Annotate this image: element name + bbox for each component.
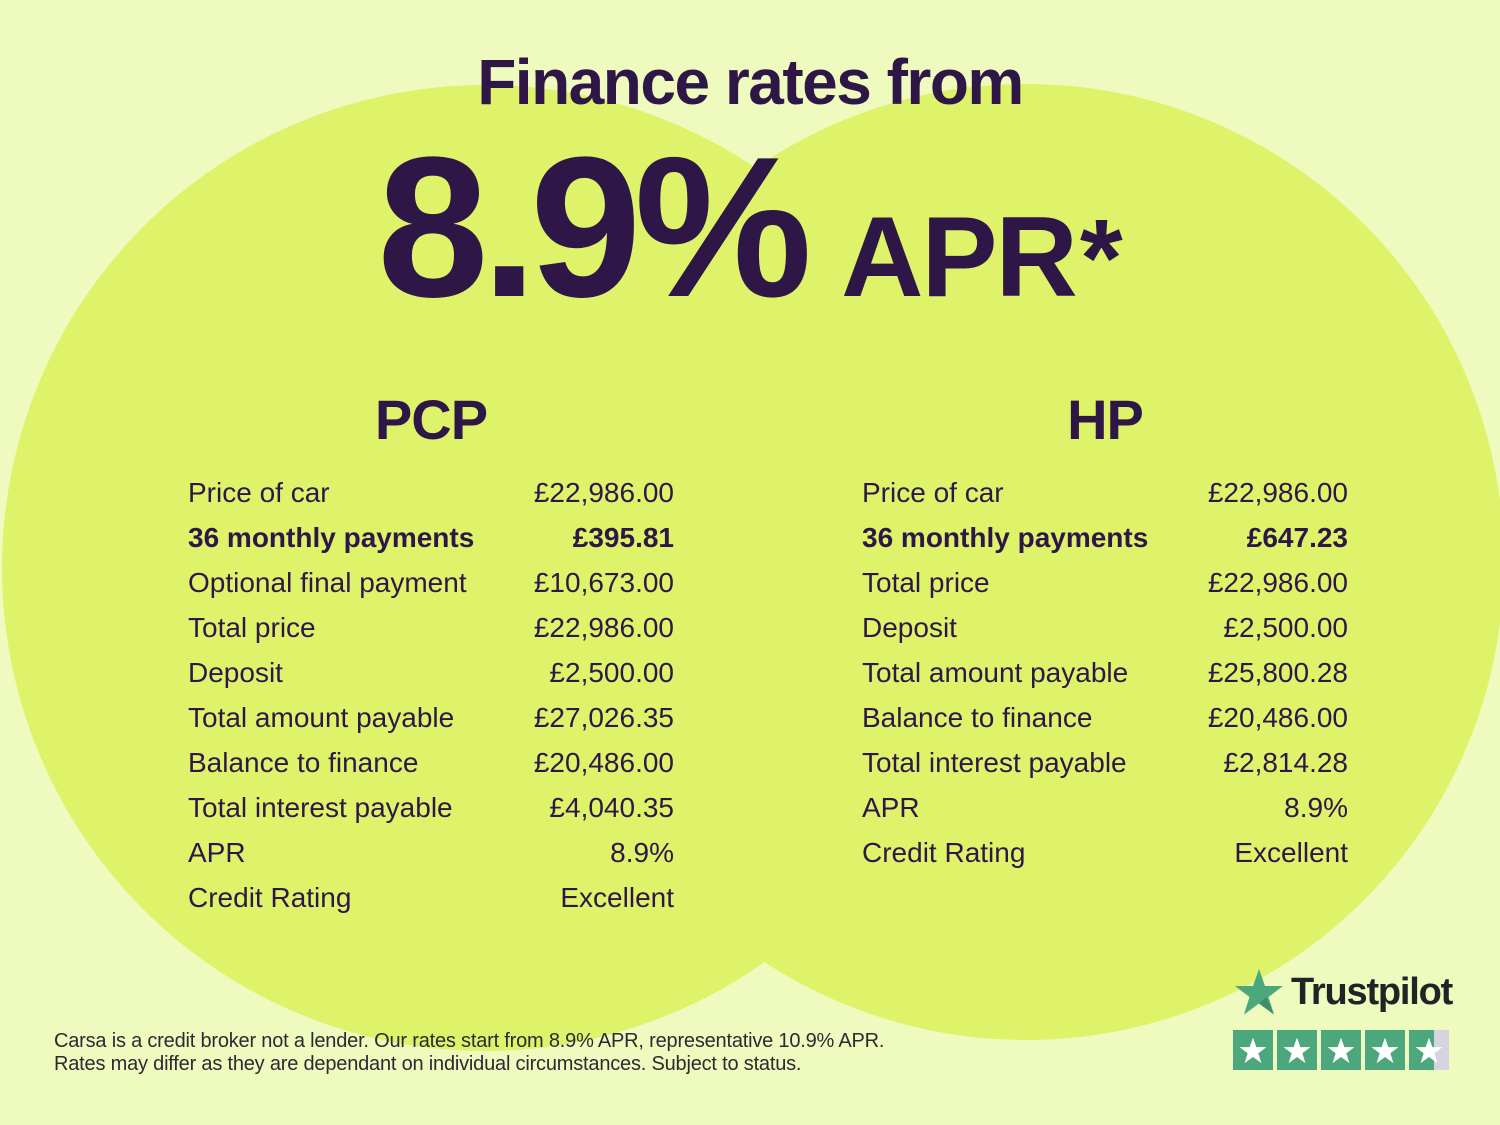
trustpilot-wordmark: Trustpilot xyxy=(1291,970,1453,1013)
pcp-table xyxy=(188,388,674,920)
table-row xyxy=(862,695,1348,740)
rate-unit: APR xyxy=(841,194,1076,321)
table-row xyxy=(188,875,674,920)
row-label: APR xyxy=(188,836,246,868)
hp-rows xyxy=(862,470,1348,875)
rate-footnote-marker: * xyxy=(1079,197,1123,320)
pcp-rows xyxy=(188,470,674,920)
disclaimer-line-1: Carsa is a credit broker not a lender. Our rates start from 8.9% APR, representative 10.9% APR. xyxy=(54,1030,885,1052)
row-value: £2,500.00 xyxy=(549,656,674,688)
star-icon xyxy=(1371,1037,1399,1064)
disclaimer xyxy=(54,1030,884,1076)
row-label: Credit Rating xyxy=(188,881,352,913)
row-value: Excellent xyxy=(1234,836,1348,868)
row-value: 8.9% xyxy=(610,836,674,868)
row-value: £22,986.00 xyxy=(533,476,674,508)
table-row xyxy=(862,470,1348,515)
row-value: £25,800.28 xyxy=(1207,656,1348,688)
row-label: Total amount payable xyxy=(188,701,455,733)
row-value: Excellent xyxy=(560,881,674,913)
star-icon xyxy=(1283,1037,1311,1064)
table-row xyxy=(188,785,674,830)
row-value: £22,986.00 xyxy=(533,611,674,643)
row-value: £2,814.28 xyxy=(1223,746,1348,778)
row-label: Deposit xyxy=(862,611,957,643)
trustpilot-logo xyxy=(1234,968,1452,1016)
row-label: Balance to finance xyxy=(188,746,419,778)
rating-star-box xyxy=(1277,1030,1317,1070)
table-row xyxy=(188,470,674,515)
row-value: £4,040.35 xyxy=(549,791,674,823)
row-label: Total price xyxy=(862,566,990,598)
rating-star-box xyxy=(1321,1030,1361,1070)
row-label: 36 monthly payments xyxy=(862,521,1149,553)
table-row xyxy=(862,515,1348,560)
headline-rate xyxy=(0,116,1500,339)
hp-table xyxy=(862,388,1348,875)
row-label: APR xyxy=(862,791,920,823)
table-row xyxy=(862,650,1348,695)
row-label: Price of car xyxy=(188,476,330,508)
row-value: £20,486.00 xyxy=(1207,701,1348,733)
star-icon xyxy=(1415,1037,1443,1064)
table-row xyxy=(188,695,674,740)
row-label: Total interest payable xyxy=(862,746,1127,778)
row-label: 36 monthly payments xyxy=(188,521,475,553)
table-row xyxy=(188,515,674,560)
rate-value: 8.9% xyxy=(377,116,806,339)
rating-star-box xyxy=(1365,1030,1405,1070)
row-value: £2,500.00 xyxy=(1223,611,1348,643)
row-label: Balance to finance xyxy=(862,701,1093,733)
star-icon xyxy=(1327,1037,1355,1064)
table-row xyxy=(862,830,1348,875)
trustpilot-rating-stars xyxy=(1233,1030,1449,1070)
disclaimer-line-2: Rates may differ as they are dependant on individual circumstances. Subject to status. xyxy=(54,1053,802,1075)
table-row xyxy=(188,830,674,875)
row-value: £22,986.00 xyxy=(1207,476,1348,508)
trustpilot-star-icon xyxy=(1234,968,1284,1016)
rating-star-box xyxy=(1233,1030,1273,1070)
row-label: Total price xyxy=(188,611,316,643)
table-row xyxy=(188,650,674,695)
row-label: Deposit xyxy=(188,656,283,688)
star-icon xyxy=(1239,1037,1267,1064)
rating-star-box-half xyxy=(1409,1030,1449,1070)
page-title: Finance rates from xyxy=(477,46,1023,118)
table-row xyxy=(188,605,674,650)
table-row xyxy=(862,785,1348,830)
row-value: £647.23 xyxy=(1246,521,1348,553)
row-label: Total interest payable xyxy=(188,791,453,823)
row-label: Optional final payment xyxy=(188,566,467,598)
row-value: £27,026.35 xyxy=(533,701,674,733)
table-row xyxy=(188,740,674,785)
row-label: Price of car xyxy=(862,476,1004,508)
table-row xyxy=(862,560,1348,605)
row-value: £22,986.00 xyxy=(1207,566,1348,598)
row-value: 8.9% xyxy=(1284,791,1348,823)
row-value: £10,673.00 xyxy=(533,566,674,598)
row-label: Credit Rating xyxy=(862,836,1026,868)
table-row xyxy=(188,560,674,605)
table-row xyxy=(862,740,1348,785)
row-label: Total amount payable xyxy=(862,656,1129,688)
row-value: £20,486.00 xyxy=(533,746,674,778)
row-value: £395.81 xyxy=(572,521,674,553)
table-row xyxy=(862,605,1348,650)
hp-title: HP xyxy=(1067,388,1143,451)
pcp-title: PCP xyxy=(374,388,488,451)
